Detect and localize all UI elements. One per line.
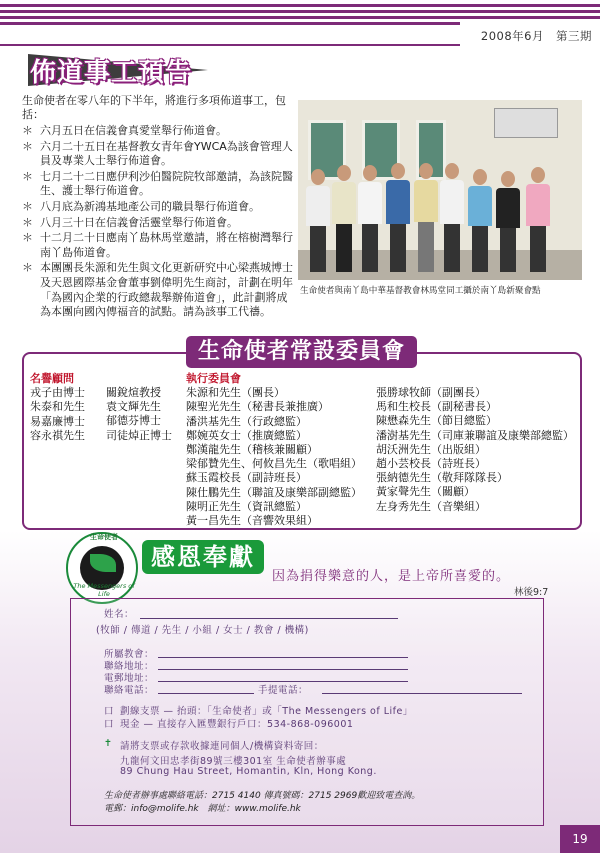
address-field[interactable] — [158, 669, 408, 670]
group-photo — [298, 100, 582, 280]
mission-intro: 生命使者在零八年的下半年，將進行多項佈道事工，包括： — [22, 94, 286, 122]
list-item: 易嘉廉博士 — [30, 414, 85, 428]
mobile-field[interactable] — [322, 693, 522, 694]
list-item: ＊ 八月三十日在信義會活靈堂舉行佈道會。 — [22, 215, 238, 229]
list-item: 朱泰和先生 — [30, 400, 85, 414]
list-item: ＊ 六月五日在信義會真愛堂舉行佈道會。 — [22, 124, 227, 137]
contact-phone: 生命使者辦事處聯絡電話：2715 4140 傳真號碼：2715 2969歡迎致電查詢。 — [104, 791, 421, 801]
name-field[interactable] — [140, 618, 398, 619]
list-item: 鄭婉英女士（推廣總監） — [186, 428, 307, 442]
list-item: ＊ 本團團長朱源和先生與文化更新研究中心梁燕城博士及天恩國際基金會董事劉偉明先生商討，計劃在明年「為國內企業的行政總裁舉辦佈道會」，此計劃將成為本團向國內傳福音的試點。請為該事工代禱。 — [22, 261, 293, 319]
list-item: 左身秀先生（音樂組） — [376, 499, 486, 513]
list-item: 朱源和先生（團長） — [186, 386, 285, 400]
advisors-column-a — [30, 372, 85, 443]
name-label: 姓名： — [104, 609, 135, 620]
advisors-heading: 名譽顧問 — [30, 372, 74, 385]
phone-label: 聯絡電話： — [104, 685, 155, 696]
list-item: 關銳煊教授 — [106, 386, 161, 399]
list-item: 黃家聲先生（關顧） — [376, 485, 475, 499]
list-item: 容永祺先生 — [30, 428, 85, 442]
cross-icon: ✝ — [104, 738, 113, 749]
mission-banner — [28, 54, 200, 86]
contact-web: 電郵：info@molife.hk 網址：www.molife.hk — [104, 803, 301, 814]
list-item: 司徒焯正博士 — [106, 428, 172, 442]
list-item: 梁郁贊先生、何攸昌先生（歌唱組） — [186, 457, 362, 471]
list-item: ＊ 八月底為新鴻基地產公司的職員舉行佈道會。 — [22, 199, 260, 213]
list-item: 陳聖光先生（秘書長兼推廣） — [186, 400, 329, 414]
list-item: 袁文輝先生 — [106, 400, 161, 414]
donation-title: 感恩奉獻 — [142, 540, 264, 574]
address-en: 89 Chung Hau Street, Homantin, Kln, Hong Kong. — [120, 766, 377, 777]
list-item: 張納德先生（敬拜隊隊長） — [376, 471, 508, 485]
list-item: 陳明正先生（資訊總監） — [186, 499, 307, 513]
mission-title: 佈道事工預告 — [30, 58, 193, 88]
mobile-label: 手提電話： — [258, 685, 309, 696]
committee-title: 生命使者常設委員會 — [186, 336, 417, 368]
list-item: ＊ 十二月二十日應南丫島林馬堂邀請，將在榕樹灣舉行南丫島佈道會。 — [22, 231, 293, 259]
list-item: 陳懋森先生（節目總監） — [376, 414, 497, 428]
list-item: 陳仕鵬先生（聯誼及康樂部副總監） — [186, 485, 362, 499]
address-cn: 九龍何文田忠孝街89號三樓301室 生命使者辦事處 — [120, 756, 347, 767]
list-item: 鄭漢龍先生（稽核兼關顧） — [186, 443, 318, 457]
list-item: 郁德芬博士 — [106, 414, 161, 428]
send-note: 請將支票或存款收據連同個人/機構資料寄回： — [120, 741, 324, 752]
list-item: 趙小芸校長（詩班長） — [376, 457, 486, 471]
phone-field[interactable] — [158, 693, 254, 694]
list-item: 胡沃洲先生（出版組） — [376, 442, 486, 456]
cheque-checkbox[interactable]: 口 — [104, 706, 115, 717]
list-item: 潘澍基先生（司庫兼聯誼及康樂部總監） — [376, 428, 574, 442]
list-item: ＊ 六月二十五日在基督教女青年會YWCA為該會管理人員及專業人士舉行佈道會。 — [22, 139, 293, 168]
address-label: 聯絡地址： — [104, 661, 155, 672]
list-item: 戎子由博士 — [30, 386, 85, 400]
messengers-logo: 生命使者 The Messengers of Life — [66, 532, 138, 604]
cash-checkbox[interactable]: 口 — [104, 719, 115, 730]
issue-date: 2008年6月 第三期 — [480, 29, 592, 43]
church-field[interactable] — [158, 657, 408, 658]
list-item: 馬和生校長（副秘書長） — [376, 400, 497, 414]
header-stripes — [0, 0, 600, 54]
list-item: ＊ 七月二十二日應伊利沙伯醫院院牧部邀請，為該院醫生、護士舉行佈道會。 — [22, 169, 293, 198]
church-label: 所屬教會： — [104, 649, 155, 660]
exec-column-b — [376, 386, 574, 514]
list-item: 張勝球牧師（副團長） — [376, 386, 486, 399]
advisors-column-b — [106, 386, 172, 443]
title-options: (牧師 / 傳道 / 先生 / 小組 / 女士 / 教會 / 機構) — [96, 625, 309, 636]
list-item: 潘洪基先生（行政總監） — [186, 414, 307, 428]
list-item: 蘇玉霞校長（副詩班長） — [186, 471, 307, 485]
photo-caption: 生命使者與南丫島中華基督教會林馬堂同工攝於南丫島新聚會點 — [300, 286, 541, 296]
exec-column-a — [186, 372, 362, 528]
page-number: 19 — [560, 825, 600, 853]
email-label: 電郵地址： — [104, 673, 155, 684]
exec-heading: 執行委員會 — [186, 372, 241, 385]
cheque-option: 劃線支票 — 抬頭：「生命使者」或「The Messengers of Life」 — [120, 706, 413, 717]
mission-list — [22, 124, 294, 321]
verse-reference: 林後9:7 — [514, 587, 549, 598]
cash-option: 現金 — 直接存入匯豐銀行戶口：534-868-096001 — [120, 719, 354, 730]
list-item: 黃一昌先生（音響效果組） — [186, 514, 318, 528]
contact-info — [104, 790, 564, 815]
bible-verse: 因為捐得樂意的人，是上帝所喜愛的。 — [272, 569, 511, 584]
